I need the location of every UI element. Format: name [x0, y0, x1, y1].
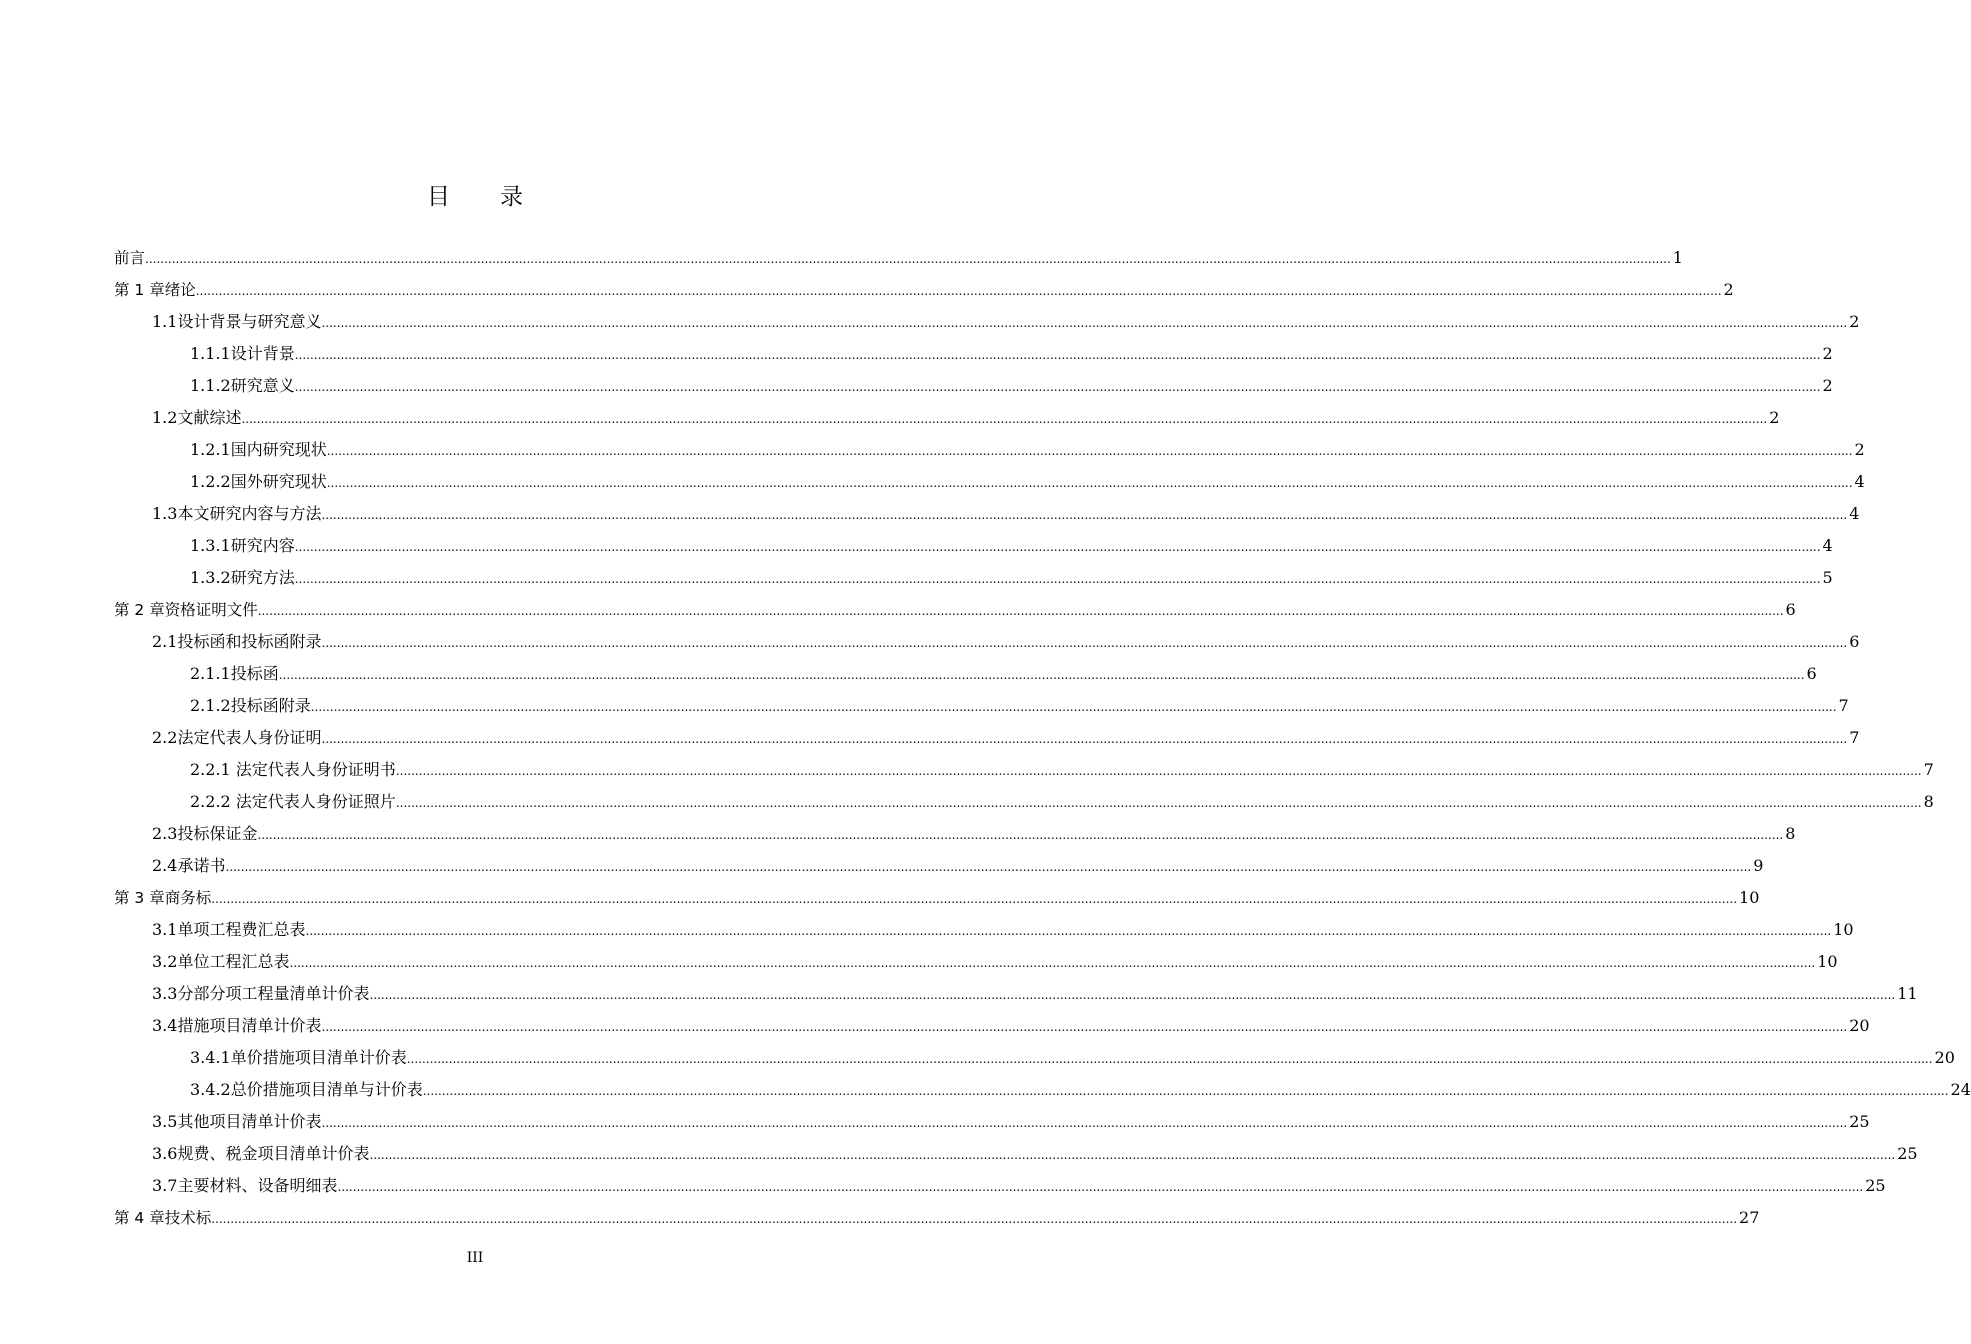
toc-entry[interactable] — [114, 754, 1934, 786]
toc-entry-title: 投标函和投标函附录 — [177, 632, 322, 651]
toc-dot-leader: ................................................................................................................................................................................................................................................................................................................................................................................................................ — [321, 636, 1848, 650]
toc-entry[interactable] — [114, 306, 1860, 338]
toc-entry-number: 3.3 — [152, 984, 178, 1003]
toc-entry[interactable] — [114, 1042, 1955, 1074]
toc-entry-page: 8 — [1923, 792, 1934, 811]
toc-entry-number: 2.2 — [152, 728, 178, 747]
toc-entry[interactable] — [114, 626, 1860, 658]
toc-entry-title: 投标函 — [230, 664, 279, 683]
toc-entry-number: 1.1.1 — [190, 344, 231, 363]
toc-entry-number: 1.2.2 — [190, 472, 231, 491]
toc-entry-title: 文献综述 — [177, 408, 242, 427]
toc-entry-page: 1 — [1672, 248, 1683, 267]
toc-entry-title: 主要材料、设备明细表 — [177, 1176, 338, 1195]
toc-entry-title: 设计背景与研究意义 — [177, 312, 322, 331]
toc-entry-page: 4 — [1849, 504, 1860, 523]
toc-entry-title: 单项工程费汇总表 — [177, 920, 306, 939]
toc-entry[interactable] — [114, 338, 1833, 370]
toc-entry-title: 商务标 — [164, 889, 212, 907]
page-number: III — [466, 1250, 484, 1266]
toc-dot-leader: ................................................................................................................................................................................................................................................................................................................................................................................................................ — [211, 892, 1738, 906]
toc-dot-leader: ................................................................................................................................................................................................................................................................................................................................................................................................................ — [305, 924, 1832, 938]
toc-entry-title: 技术标 — [164, 1209, 212, 1227]
toc-entry-page: 20 — [1934, 1048, 1955, 1067]
toc-entry-number: 1.1.2 — [190, 376, 231, 395]
toc-entry-title: 分部分项工程量清单计价表 — [177, 984, 370, 1003]
toc-entry-title: 单价措施项目清单计价表 — [230, 1048, 407, 1067]
toc-entry-page: 25 — [1897, 1144, 1918, 1163]
toc-dot-leader: ................................................................................................................................................................................................................................................................................................................................................................................................................ — [321, 1020, 1848, 1034]
toc-entry[interactable] — [114, 882, 1760, 914]
toc-entry-title: 设计背景 — [230, 344, 295, 363]
toc-entry-page: 7 — [1838, 696, 1849, 715]
toc-dot-leader: ................................................................................................................................................................................................................................................................................................................................................................................................................ — [195, 284, 1722, 298]
toc-entry-page: 27 — [1739, 1208, 1760, 1227]
toc-dot-leader: ................................................................................................................................................................................................................................................................................................................................................................................................................ — [321, 508, 1848, 522]
toc-entry[interactable] — [114, 466, 1865, 498]
toc-entry-page: 10 — [1739, 888, 1760, 907]
toc-entry-number: 1.2 — [152, 408, 178, 427]
toc-dot-leader: ................................................................................................................................................................................................................................................................................................................................................................................................................ — [294, 540, 1821, 554]
toc-entry-page: 25 — [1849, 1112, 1870, 1131]
toc-entry-title: 投标函附录 — [230, 696, 311, 715]
toc-entry[interactable] — [114, 274, 1734, 306]
toc-entry-number: 3.5 — [152, 1112, 178, 1131]
toc-entry[interactable] — [114, 978, 1918, 1010]
toc-entry-number: 3.2 — [152, 952, 178, 971]
toc-entry[interactable] — [114, 818, 1796, 850]
toc-entry-title: 总价措施项目清单与计价表 — [230, 1080, 423, 1099]
toc-entry[interactable] — [114, 1138, 1918, 1170]
toc-entry-page: 2 — [1854, 440, 1865, 459]
toc-entry-number: 第 3 章 — [114, 889, 165, 907]
toc-entry-number: 第 1 章 — [114, 281, 165, 299]
toc-dot-leader: ................................................................................................................................................................................................................................................................................................................................................................................................................ — [211, 1212, 1738, 1226]
toc-entry-page: 10 — [1833, 920, 1854, 939]
toc-entry-title: 2.2.1 法定代表人身份证明书 — [190, 760, 396, 779]
toc-dot-leader: ................................................................................................................................................................................................................................................................................................................................................................................................................ — [278, 668, 1805, 682]
toc-entry-page: 2 — [1849, 312, 1860, 331]
toc-entry-title: 前言 — [114, 249, 146, 267]
toc-entry-title: 研究方法 — [230, 568, 295, 587]
toc-dot-leader: ................................................................................................................................................................................................................................................................................................................................................................................................................ — [395, 764, 1922, 778]
toc-dot-leader: ................................................................................................................................................................................................................................................................................................................................................................................................................ — [321, 732, 1848, 746]
toc-entry-number: 2.1 — [152, 632, 178, 651]
toc-entry[interactable] — [114, 1010, 1870, 1042]
toc-dot-leader: ................................................................................................................................................................................................................................................................................................................................................................................................................ — [406, 1052, 1933, 1066]
toc-entry-page: 2 — [1822, 376, 1833, 395]
toc-entry-title: 投标保证金 — [177, 824, 258, 843]
toc-entry-number: 3.7 — [152, 1176, 178, 1195]
toc-dot-leader: ................................................................................................................................................................................................................................................................................................................................................................................................................ — [241, 412, 1768, 426]
toc-entry[interactable] — [114, 594, 1796, 626]
toc-entry[interactable] — [114, 1202, 1760, 1234]
toc-entry-page: 6 — [1849, 632, 1860, 651]
toc-dot-leader: ................................................................................................................................................................................................................................................................................................................................................................................................................ — [294, 572, 1821, 586]
toc-entry-number: 2.3 — [152, 824, 178, 843]
toc-entry-number: 3.6 — [152, 1144, 178, 1163]
toc-entry[interactable] — [114, 658, 1817, 690]
toc-entry-page: 8 — [1785, 824, 1796, 843]
toc-entry-title: 国内研究现状 — [230, 440, 327, 459]
toc-entry[interactable] — [114, 434, 1865, 466]
toc-entry-title: 国外研究现状 — [230, 472, 327, 491]
toc-entry-page: 20 — [1849, 1016, 1870, 1035]
toc-dot-leader: ................................................................................................................................................................................................................................................................................................................................................................................................................ — [422, 1084, 1949, 1098]
toc-entry-page: 5 — [1822, 568, 1833, 587]
toc-entry-page: 6 — [1806, 664, 1817, 683]
toc-dot-leader: ................................................................................................................................................................................................................................................................................................................................................................................................................ — [369, 1148, 1896, 1162]
toc-dot-leader: ................................................................................................................................................................................................................................................................................................................................................................................................................ — [321, 1116, 1848, 1130]
toc-entry-number: 3.1 — [152, 920, 178, 939]
toc-entry[interactable] — [114, 370, 1833, 402]
toc-entry-title: 绪论 — [164, 281, 196, 299]
toc-entry-title: 其他项目清单计价表 — [177, 1112, 322, 1131]
toc-entry-page: 25 — [1865, 1176, 1886, 1195]
toc-entry-number: 2.1.1 — [190, 664, 231, 683]
page-title: 目录 — [427, 184, 573, 210]
toc-entry-page: 4 — [1854, 472, 1865, 491]
toc-entry-number: 2.4 — [152, 856, 178, 875]
toc-entry-page: 4 — [1822, 536, 1833, 555]
toc-dot-leader: ................................................................................................................................................................................................................................................................................................................................................................................................................ — [257, 828, 1784, 842]
toc-entry[interactable] — [114, 530, 1833, 562]
toc-entry-page: 11 — [1897, 984, 1918, 1003]
toc-entry-page: 10 — [1817, 952, 1838, 971]
toc-dot-leader: ................................................................................................................................................................................................................................................................................................................................................................................................................ — [337, 1180, 1864, 1194]
toc-entry-number: 2.1.2 — [190, 696, 231, 715]
toc-dot-leader: ................................................................................................................................................................................................................................................................................................................................................................................................................ — [257, 604, 1784, 618]
toc-entry-title: 单位工程汇总表 — [177, 952, 290, 971]
toc-dot-leader: ................................................................................................................................................................................................................................................................................................................................................................................................................ — [289, 956, 1816, 970]
toc-entry-title: 承诺书 — [177, 856, 226, 875]
toc-entry-title: 措施项目清单计价表 — [177, 1016, 322, 1035]
toc-dot-leader: ................................................................................................................................................................................................................................................................................................................................................................................................................ — [369, 988, 1896, 1002]
toc-entry-title: 2.2.2 法定代表人身份证照片 — [190, 792, 396, 811]
toc-entry-number: 3.4 — [152, 1016, 178, 1035]
table-of-contents — [114, 242, 1971, 1234]
toc-dot-leader: ................................................................................................................................................................................................................................................................................................................................................................................................................ — [294, 348, 1821, 362]
toc-entry-number: 3.4.2 — [190, 1080, 231, 1099]
toc-entry[interactable] — [114, 946, 1838, 978]
toc-entry-page: 2 — [1822, 344, 1833, 363]
toc-entry-page: 7 — [1849, 728, 1860, 747]
toc-entry-number: 第 4 章 — [114, 1209, 165, 1227]
toc-entry-page: 6 — [1785, 600, 1796, 619]
toc-entry-title: 法定代表人身份证明 — [177, 728, 322, 747]
toc-entry-number: 1.3 — [152, 504, 178, 523]
toc-entry-title: 资格证明文件 — [164, 601, 258, 619]
toc-entry[interactable] — [114, 402, 1780, 434]
toc-entry[interactable] — [114, 786, 1934, 818]
toc-entry[interactable] — [114, 498, 1860, 530]
toc-entry-number: 第 2 章 — [114, 601, 165, 619]
toc-entry[interactable] — [114, 722, 1860, 754]
toc-entry[interactable] — [114, 914, 1854, 946]
toc-entry-page: 24 — [1950, 1080, 1971, 1099]
toc-dot-leader: ................................................................................................................................................................................................................................................................................................................................................................................................................ — [310, 700, 1837, 714]
toc-entry-number: 1.2.1 — [190, 440, 231, 459]
toc-entry-page: 2 — [1769, 408, 1780, 427]
toc-entry-title: 本文研究内容与方法 — [177, 504, 322, 523]
toc-entry[interactable] — [114, 562, 1833, 594]
toc-entry-number: 1.3.1 — [190, 536, 231, 555]
toc-entry[interactable] — [114, 690, 1849, 722]
toc-dot-leader: ................................................................................................................................................................................................................................................................................................................................................................................................................ — [395, 796, 1922, 810]
toc-entry-number: 3.4.1 — [190, 1048, 231, 1067]
toc-dot-leader: ................................................................................................................................................................................................................................................................................................................................................................................................................ — [326, 476, 1853, 490]
toc-entry-title: 规费、税金项目清单计价表 — [177, 1144, 370, 1163]
toc-entry-page: 2 — [1723, 280, 1734, 299]
toc-entry-page: 7 — [1923, 760, 1934, 779]
toc-entry-title: 研究内容 — [230, 536, 295, 555]
toc-dot-leader: ................................................................................................................................................................................................................................................................................................................................................................................................................ — [225, 860, 1752, 874]
toc-entry-title: 研究意义 — [230, 376, 295, 395]
toc-entry-page: 9 — [1753, 856, 1764, 875]
toc-entry-number: 1.3.2 — [190, 568, 231, 587]
toc-entry[interactable] — [114, 1106, 1870, 1138]
toc-dot-leader: ................................................................................................................................................................................................................................................................................................................................................................................................................ — [326, 444, 1853, 458]
toc-entry[interactable] — [114, 850, 1764, 882]
toc-dot-leader: ................................................................................................................................................................................................................................................................................................................................................................................................................ — [145, 252, 1671, 266]
toc-entry-number: 1.1 — [152, 312, 178, 331]
toc-entry[interactable] — [114, 242, 1683, 274]
toc-entry[interactable] — [114, 1074, 1971, 1106]
toc-dot-leader: ................................................................................................................................................................................................................................................................................................................................................................................................................ — [294, 380, 1821, 394]
toc-dot-leader: ................................................................................................................................................................................................................................................................................................................................................................................................................ — [321, 316, 1848, 330]
toc-entry[interactable] — [114, 1170, 1886, 1202]
